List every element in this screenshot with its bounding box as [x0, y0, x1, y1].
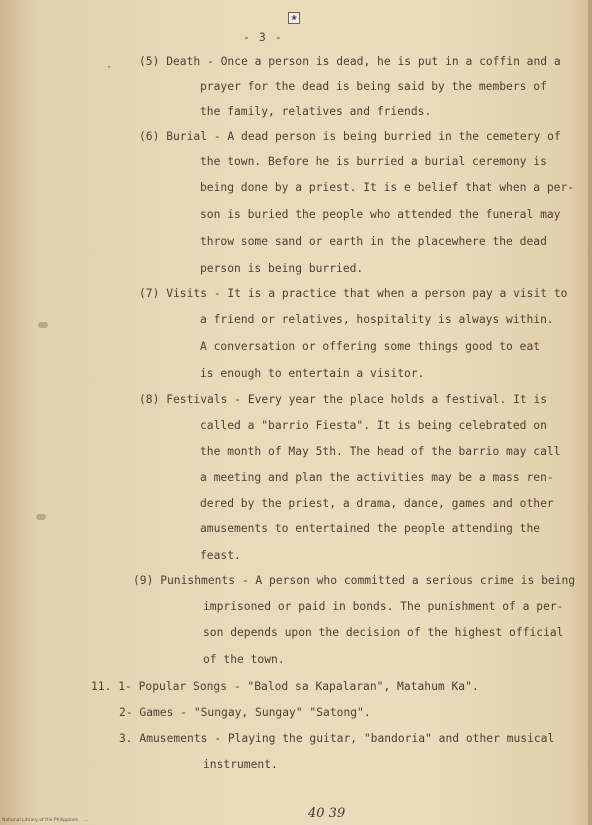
text-line: dered by the priest, a drama, dance, games and other	[200, 497, 554, 510]
text-line: the month of May 5th. The head of the barrio may call	[200, 445, 561, 458]
text-line: is enough to entertain a visitor.	[200, 367, 425, 380]
text-line: (8) Festivals - Every year the place holds a festival. It is	[139, 393, 548, 406]
page-right-edge	[588, 0, 592, 825]
text-line: throw some sand or earth in the placewhere the dead	[200, 235, 547, 248]
text-line: son depends upon the decision of the highest official	[203, 626, 564, 639]
text-line: 3. Amusements - Playing the guitar, "bandoria" and other musical	[119, 732, 555, 745]
margin-dot: ·	[106, 62, 113, 73]
page-number: - 3 -	[243, 30, 283, 44]
text-line: (7) Visits - It is a practice that when a person pay a visit to	[139, 287, 568, 300]
text-line: a friend or relatives, hospitality is always within.	[200, 313, 554, 326]
text-line: A conversation or offering some things good to eat	[200, 340, 541, 353]
text-line: the family, relatives and friends.	[200, 105, 432, 118]
text-line: of the town.	[203, 653, 285, 666]
text-line: imprisoned or paid in bonds. The punishment of a per-	[203, 600, 564, 613]
text-line: 2- Games - "Sungay, Sungay" "Satong".	[119, 706, 371, 719]
text-line: 11. 1- Popular Songs - "Balod sa Kapalaran", Matahum Ka".	[91, 680, 479, 693]
library-stamp-icon: ❀	[288, 12, 300, 24]
text-line: being done by a priest. It is e belief that when a per-	[200, 181, 575, 194]
text-line: feast.	[200, 549, 241, 562]
text-line: amusements to entertained the people attending the	[200, 522, 541, 535]
text-line: prayer for the dead is being said by the members of	[200, 80, 547, 93]
text-line: the town. Before he is burried a burial ceremony is	[200, 155, 547, 168]
text-line: (5) Death - Once a person is dead, he is put in a coffin and a	[139, 55, 561, 68]
text-line: son is buried the people who attended the funeral may	[200, 208, 561, 221]
text-line: (9) Punishments - A person who committed a serious crime is being	[133, 574, 576, 587]
text-line: (6) Burial - A dead person is being burried in the cemetery of	[139, 130, 561, 143]
handwritten-page-number: 40 39	[308, 806, 346, 821]
margin-stain	[36, 514, 46, 520]
text-line: instrument.	[203, 758, 278, 771]
footer-credit: National Library of the Philippines ...	[2, 818, 89, 823]
text-line: a meeting and plan the activities may be a mass ren-	[200, 471, 554, 484]
text-line: person is being burried.	[200, 262, 364, 275]
margin-stain	[38, 322, 48, 328]
text-line: called a "barrio Fiesta". It is being celebrated on	[200, 419, 547, 432]
